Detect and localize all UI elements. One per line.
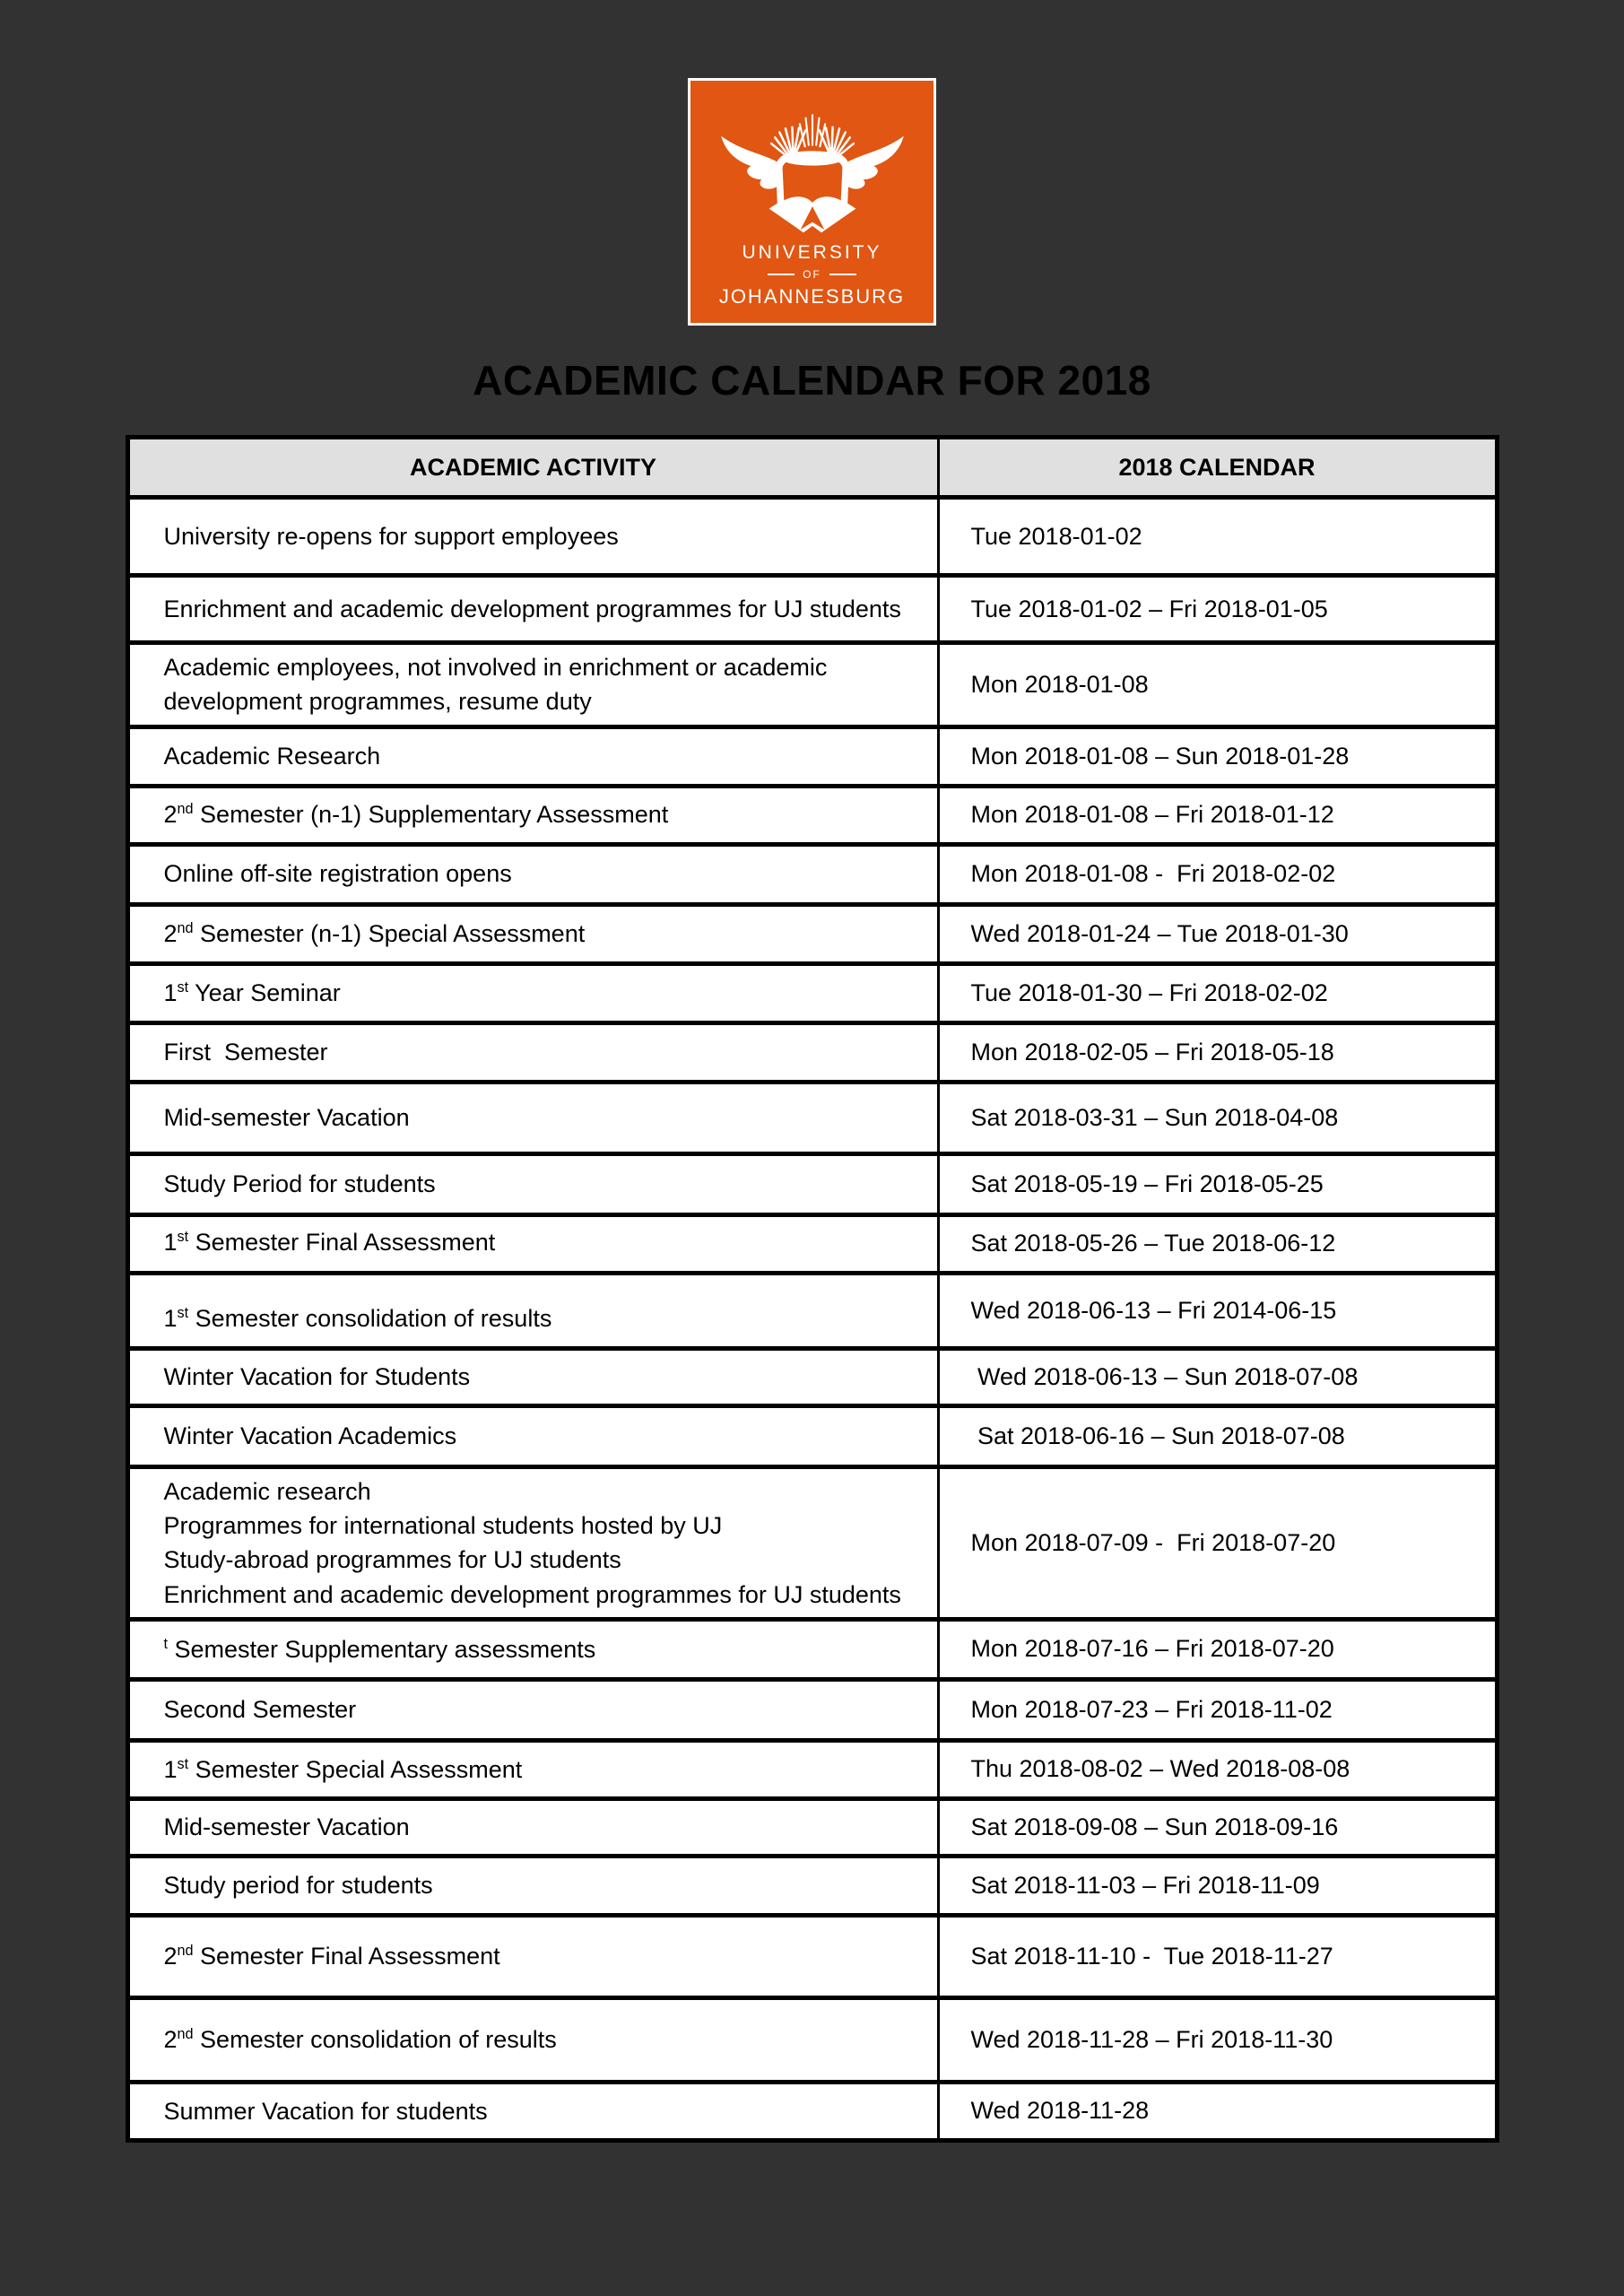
activity-cell: [127, 1466, 938, 1619]
activity-cell: [127, 963, 938, 1022]
activity-cell: [127, 1405, 938, 1466]
table-body: [127, 498, 1497, 2141]
activity-cell: [127, 904, 938, 963]
ordinal-superscript: nd: [177, 919, 194, 936]
activity-text: 1st Year Seminar: [163, 978, 341, 1006]
activity-text: Enrichment and academic development programmes for UJ students: [163, 595, 901, 622]
activity-cell: [127, 576, 938, 643]
activity-cell: [127, 844, 938, 904]
date-cell: Mon 2018-01-08 – Fri 2018-01-12: [938, 786, 1497, 844]
table-row: [127, 963, 1497, 1022]
table-row: [127, 726, 1497, 786]
activity-cell: [127, 726, 938, 786]
date-cell: Wed 2018-11-28: [938, 2082, 1497, 2140]
table-row: [127, 1273, 1497, 1348]
table-row: [127, 1798, 1497, 1856]
activity-text: 2nd Semester consolidation of results: [163, 2026, 557, 2054]
activity-cell: [127, 1153, 938, 1214]
activity-text: First Semester: [163, 1038, 328, 1065]
date-cell: Tue 2018-01-02: [938, 498, 1497, 576]
ordinal-superscript: st: [177, 1755, 189, 1772]
activity-cell: [127, 786, 938, 844]
activity-cell: [127, 1082, 938, 1153]
table-row: [127, 904, 1497, 963]
activity-cell: [127, 1619, 938, 1679]
activity-text: Summer Vacation for students: [163, 2097, 488, 2125]
uj-logo: [688, 78, 936, 326]
date-cell: Tue 2018-01-30 – Fri 2018-02-02: [938, 963, 1497, 1022]
table-row: [127, 2082, 1497, 2140]
date-cell: Thu 2018-08-02 – Wed 2018-08-08: [938, 1740, 1497, 1798]
date-cell: Mon 2018-07-16 – Fri 2018-07-20: [938, 1619, 1497, 1679]
table-row: [127, 1082, 1497, 1153]
table-row: [127, 576, 1497, 643]
table-row: [127, 1679, 1497, 1740]
date-cell: Sat 2018-03-31 – Sun 2018-04-08: [938, 1082, 1497, 1153]
ordinal-superscript: nd: [177, 801, 194, 818]
date-cell: Sat 2018-09-08 – Sun 2018-09-16: [938, 1798, 1497, 1856]
ordinal-superscript: nd: [177, 1943, 194, 1960]
date-cell: Sat 2018-06-16 – Sun 2018-07-08: [938, 1405, 1497, 1466]
table-row: [127, 1022, 1497, 1082]
date-cell: Mon 2018-02-05 – Fri 2018-05-18: [938, 1022, 1497, 1082]
date-cell: Sat 2018-11-10 - Tue 2018-11-27: [938, 1915, 1497, 1997]
activity-text: Study period for students: [163, 1872, 433, 1900]
activity-cell: [127, 1022, 938, 1082]
date-cell: Mon 2018-07-23 – Fri 2018-11-02: [938, 1679, 1497, 1740]
activity-cell: [127, 1679, 938, 1740]
date-cell: Sat 2018-05-26 – Tue 2018-06-12: [938, 1214, 1497, 1273]
table-row: [127, 1740, 1497, 1798]
date-cell: Wed 2018-06-13 – Fri 2014-06-15: [938, 1273, 1497, 1348]
activity-text: Enrichment and academic development programmes for UJ students: [163, 1580, 901, 1608]
activity-cell: [127, 1997, 938, 2082]
uj-emblem-icon: [708, 108, 917, 239]
logo-johannesburg-text: JOHANNESBURG: [718, 285, 906, 308]
activity-cell: [127, 2082, 938, 2140]
activity-text: 1st Semester consolidation of results: [163, 1305, 552, 1333]
table-row: [127, 1856, 1497, 1915]
table-row: [127, 1405, 1497, 1466]
date-cell: Mon 2018-01-08 - Fri 2018-02-02: [938, 844, 1497, 904]
activity-text: Study Period for students: [163, 1170, 436, 1197]
activity-cell: [127, 1740, 938, 1798]
activity-text: 2nd Semester (n-1) Special Assessment: [163, 919, 586, 947]
activity-text: University re-opens for support employees: [163, 522, 619, 550]
activity-text: 2nd Semester Final Assessment: [163, 1943, 500, 1970]
activity-cell: [127, 1915, 938, 1997]
activity-text: 2nd Semester (n-1) Supplementary Assessment: [163, 801, 669, 829]
activity-cell: [127, 1798, 938, 1856]
ordinal-superscript: st: [177, 1228, 189, 1245]
logo-of-row: [768, 268, 856, 281]
page-title: ACADEMIC CALENDAR FOR 2018: [473, 357, 1151, 404]
table-row: [127, 1997, 1497, 2082]
activity-cell: [127, 1856, 938, 1915]
activity-text: $^t$ Semester Supplementary assessments: [163, 1635, 596, 1663]
activity-text: Online off-site registration opens: [163, 860, 512, 888]
date-cell: Mon 2018-01-08 – Sun 2018-01-28: [938, 726, 1497, 786]
logo-university-text: UNIVERSITY: [742, 242, 882, 263]
logo-of-text: OF: [803, 268, 821, 281]
activity-text: Winter Vacation Academics: [163, 1422, 457, 1449]
table-row: [127, 1214, 1497, 1273]
table-row: [127, 844, 1497, 904]
date-cell: Wed 2018-11-28 – Fri 2018-11-30: [938, 1997, 1497, 2082]
activity-text: 1st Semester Special Assessment: [163, 1755, 523, 1783]
activity-text: Winter Vacation for Students: [163, 1362, 471, 1390]
table-header-row: [127, 438, 1497, 498]
ordinal-superscript: st: [177, 978, 189, 996]
activity-text: Study-abroad programmes for UJ students: [163, 1546, 621, 1574]
activity-text: 1st Semester Final Assessment: [163, 1228, 496, 1256]
date-cell: Tue 2018-01-02 – Fri 2018-01-05: [938, 576, 1497, 643]
academic-calendar-table: [126, 435, 1499, 2143]
activity-text: Academic research: [163, 1477, 371, 1505]
table-row: [127, 1466, 1497, 1619]
table-row: [127, 498, 1497, 576]
table-row: [127, 1619, 1497, 1679]
activity-cell: [127, 498, 938, 576]
activity-text: Academic employees, not involved in enrichment or academic development programmes, resume duty: [163, 654, 834, 716]
activity-text: Academic Research: [163, 742, 381, 770]
ordinal-superscript: nd: [177, 2026, 194, 2043]
table-row: [127, 1915, 1497, 1997]
activity-cell: [127, 1214, 938, 1273]
logo-rule-left: [768, 274, 795, 275]
activity-text: Programmes for international students hosted by UJ: [163, 1511, 723, 1539]
activity-cell: [127, 1348, 938, 1405]
logo-rule-right: [829, 274, 856, 275]
activity-text: Mid-semester Vacation: [163, 1103, 410, 1131]
date-cell: Wed 2018-01-24 – Tue 2018-01-30: [938, 904, 1497, 963]
table-row: [127, 786, 1497, 844]
activity-cell: [127, 643, 938, 727]
table-row: [127, 1153, 1497, 1214]
date-cell: Sat 2018-05-19 – Fri 2018-05-25: [938, 1153, 1497, 1214]
table-row: [127, 643, 1497, 727]
date-cell: Sat 2018-11-03 – Fri 2018-11-09: [938, 1856, 1497, 1915]
date-cell: Mon 2018-07-09 - Fri 2018-07-20: [938, 1466, 1497, 1619]
activity-cell: [127, 1273, 938, 1348]
column-header-2018-calendar: 2018 CALENDAR: [938, 438, 1497, 498]
activity-text: Mid-semester Vacation: [163, 1813, 410, 1841]
date-cell: Wed 2018-06-13 – Sun 2018-07-08: [938, 1348, 1497, 1405]
ordinal-superscript: t: [163, 1635, 168, 1652]
activity-text: Second Semester: [163, 1696, 357, 1724]
date-cell: Mon 2018-01-08: [938, 643, 1497, 727]
column-header-academic-activity: ACADEMIC ACTIVITY: [127, 438, 938, 498]
ordinal-superscript: st: [177, 1305, 189, 1322]
table-row: [127, 1348, 1497, 1405]
